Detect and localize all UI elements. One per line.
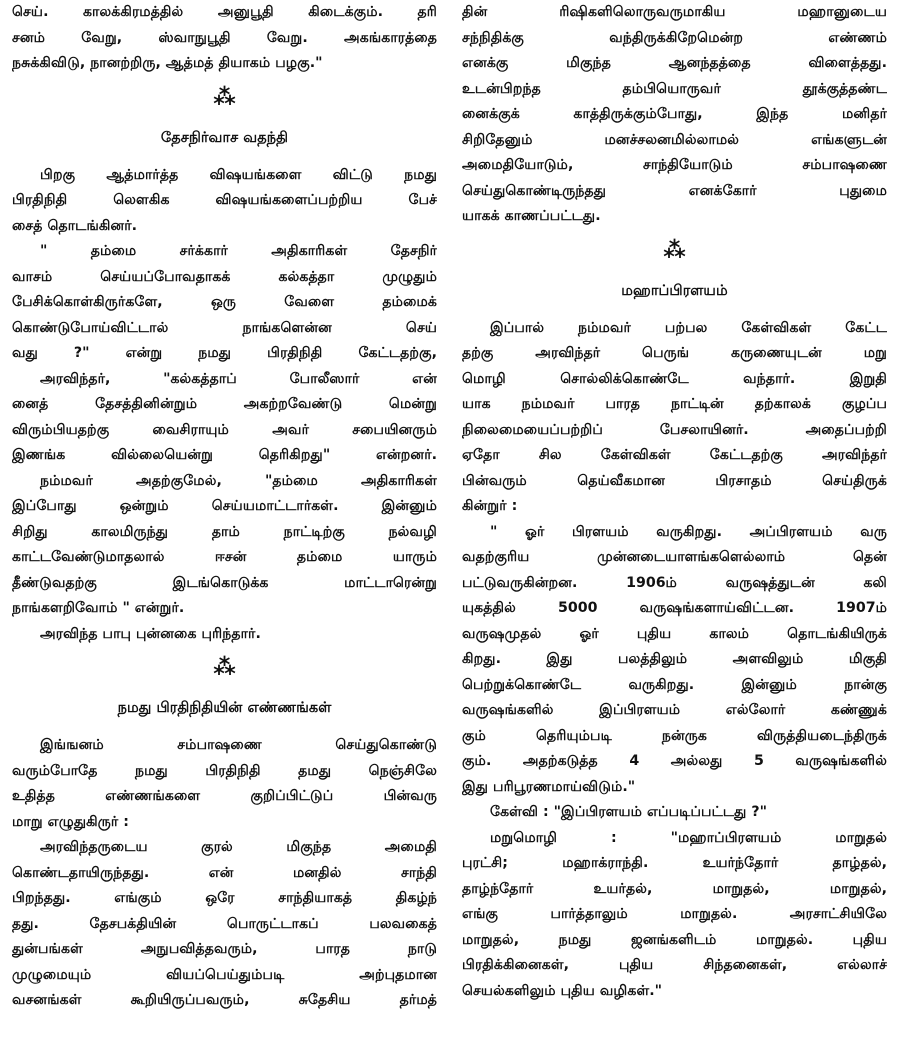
section-heading: தேசநிர்வாச வதந்தி <box>160 128 289 146</box>
text-line: துன்பங்கள் அநுபவித்தவரும், பாரத நாடு <box>12 941 437 957</box>
section-separator-stars: ⁂ <box>663 237 686 263</box>
text-line: வருஷமுதல் ஓர் புதிய காலம் தொடங்கியிருக் <box>462 625 887 642</box>
text-line: எனக்கு மிகுந்த ஆனந்தத்தை விளைத்தது. <box>462 55 887 71</box>
text-line: நசுக்கிவிடு, நானற்றிரு, ஆத்மத் தியாகம் பழகு." <box>12 55 323 71</box>
text-line: கின்றுர் : <box>462 498 518 514</box>
left-column <box>12 0 437 1062</box>
text-line: அரவிந்தருடைய குரல் மிகுந்த அமைதி <box>40 839 437 855</box>
text-line: யாக நம்மவர் பாரத நாட்டின் தற்காலக் குழப்ப <box>462 396 887 412</box>
text-line: பெற்றுக்கொண்டே வருகிறது. இன்னும் நான்கு <box>462 676 887 693</box>
text-line: கொண்டுபோய்விட்டால் நாங்களென்ன செய் <box>12 319 437 336</box>
text-line: சிறிது காலமிருந்து தாம் நாட்டிற்கு நல்வழி <box>12 523 437 540</box>
text-line: கும். அதற்கடுத்த 4 அல்லது 5 வருஷங்களில் <box>462 753 887 769</box>
text-line: வாசம் செய்யப்போவதாகக் கல்கத்தா முழுதும் <box>12 268 437 285</box>
text-line: " ஓர் பிரளயம் வருகிறது. அப்பிரளயம் வரு <box>490 523 887 540</box>
text-line: பின்வரும் தெய்வீகமான பிரசாதம் செய்திருக் <box>462 472 887 489</box>
text-line: நிலைமையைப்பற்றிப் பேசலாயினர். அதைப்பற்றி <box>462 421 887 438</box>
text-line: செய். காலக்கிரமத்தில் அனுபூதி கிடைக்கும். தரி <box>12 4 437 20</box>
text-line: வரும்போதே நமது பிரதிநிதி தமது நெஞ்சிலே <box>12 762 437 779</box>
text-line: னைத் தேசத்தினின்றும் அகற்றவேண்டு மென்று <box>12 396 437 412</box>
section-heading: மஹாப்பிரளயம் <box>621 281 728 299</box>
text-line: பிரதிநிதி லௌகிக விஷயங்களைப்பற்றிய பேச் <box>12 192 437 208</box>
text-line: அமைதியோடும், சாந்தியோடும் சம்பாஷணை <box>462 157 887 173</box>
text-line: சந்நிதிக்கு வந்திருக்கிறேமென்ற எண்ணம் <box>462 29 887 46</box>
text-line: இப்போது ஒன்றும் செய்யமாட்டார்கள். இன்னும் <box>12 498 437 514</box>
section-heading: நமது பிரதிநிதியின் எண்ணங்கள் <box>117 699 332 716</box>
text-line: வதற்குரிய முன்னடையாளங்களெல்லாம் தென் <box>462 549 887 565</box>
text-line: மாறு எழுதுகிருர் : <box>12 813 129 830</box>
text-line: கேள்வி : "இப்பிரளயம் எப்படிப்பட்டது ?" <box>490 804 768 820</box>
text-line: எங்கு பார்த்தாலும் மாறுதல். அரசாட்சியிலே <box>462 906 887 922</box>
text-line: பிரதிக்கினைகள், புதிய சிந்தனைகள், எல்லாச் <box>462 957 887 973</box>
text-line: முழுமையும் வியப்பெய்தும்படி அற்புதமான <box>12 966 437 983</box>
text-line: மொழி சொல்லிக்கொண்டே வந்தார். இறுதி <box>462 370 887 387</box>
text-line: சிறிதேனும் மனச்சலனமில்லாமல் எங்களுடன் <box>462 131 887 148</box>
text-line: யாகக் காணப்பட்டது. <box>462 208 601 224</box>
text-line: விரும்பியதற்கு வைசிராயும் அவர் சபையினரும் <box>12 421 437 438</box>
text-line: செயல்களிலும் புதிய வழிகள்." <box>462 982 663 999</box>
section-separator-stars: ⁂ <box>213 655 236 680</box>
text-line: கிறது. இது பலத்திலும் அளவிலும் மிகுதி <box>462 651 887 667</box>
text-line: நாங்களறிவோம் " என்றுர். <box>12 600 185 616</box>
text-line: சைத் தொடங்கினர். <box>12 217 138 234</box>
text-line: இங்ஙனம் சம்பாஷணை செய்துகொண்டு <box>40 737 437 753</box>
text-line: உதித்த எண்ணங்களை குறிப்பிட்டுப் பின்வரு <box>12 788 437 804</box>
text-line: காட்டவேண்டுமாதலால் ஈசன் தம்மை யாரும் <box>12 549 437 565</box>
text-line: வசனங்கள் கூறியிருப்பவரும், சுதேசிய தர்மத் <box>12 992 437 1008</box>
text-line: மாறுதல், நமது ஜனங்களிடம் மாறுதல். புதிய <box>462 931 887 948</box>
text-line: கொண்டதாயிருந்தது. என் மனதில் சாந்தி <box>12 864 437 881</box>
text-line: யுகத்தில் 5000 வருஷங்களாய்விட்டன. 1907ம் <box>462 600 887 616</box>
text-line: பேசிக்கொள்கிருர்களே, ஒரு வேளை தம்மைக் <box>12 294 437 310</box>
text-line: வது ?" என்று நமது பிரதிநிதி கேட்டதற்கு, <box>12 345 437 361</box>
right-column <box>462 0 887 1062</box>
text-line: தீண்டுவதற்கு இடங்கொடுக்க மாட்டாரென்று <box>12 574 437 591</box>
text-line: தது. தேசபக்தியின் பொருட்டாகப் பலவகைத் <box>12 915 437 932</box>
text-line: சனம் வேறு, ஸ்வாநுபூதி வேறு. அகங்காரத்தை <box>12 29 437 46</box>
text-line: உடன்பிறந்த தம்பியொருவர் தூக்குத்தண்ட <box>462 80 887 97</box>
text-line: பிறகு ஆத்மார்த்த விஷயங்களை விட்டு நமது <box>40 166 437 183</box>
text-line: ஏதோ சில கேள்விகள் கேட்டதற்கு அரவிந்தர் <box>462 447 887 463</box>
text-line: வருஷங்களில் இப்பிரளயம் எல்லோர் கண்ணுக் <box>462 702 887 718</box>
text-line: பிறந்தது. எங்கும் ஒரே சாந்தியாகத் திகழ்ந் <box>12 890 437 906</box>
text-line: தாழ்ந்தோர் உயர்தல், மாறுதல், மாறுதல், <box>462 880 887 897</box>
text-line: அரவிந்த பாபு புன்னகை புரிந்தார். <box>40 625 261 642</box>
text-line: னைக்குக் காத்திருக்கும்போது, இந்த மனிதர் <box>462 106 887 122</box>
text-line: " தம்மை சர்க்கார் அதிகாரிகள் தேசநிர் <box>40 243 437 259</box>
text-line: தற்கு அரவிந்தர் பெருங் கருணையுடன் மறு <box>462 345 887 361</box>
section-separator-stars: ⁂ <box>213 84 236 110</box>
text-line: அரவிந்தர், "கல்கத்தாப் போலீஸார் என் <box>40 370 437 387</box>
text-line: கும் தெரியும்படி நன்ருக விருத்தியடைந்திருக் <box>462 727 887 744</box>
text-line: தின் ரிஷிகளிலொருவருமாகிய மஹானுடைய <box>462 4 887 20</box>
text-line: பட்டுவருகின்றன. 1906ம் வருஷத்துடன் கலி <box>462 574 887 591</box>
text-line: செய்துகொண்டிருந்தது எனக்கோர் புதுமை <box>462 182 887 199</box>
text-line: இணங்க வில்லையென்று தெரிகிறது" என்றனர். <box>12 447 437 463</box>
text-line: மறுமொழி : "மஹாப்பிரளயம் மாறுதல் <box>490 829 887 846</box>
text-line: இது பரிபூரணமாய்விடும்." <box>462 778 636 795</box>
text-line: புரட்சி; மஹாக்ராந்தி. உயர்ந்தோர் தாழ்தல், <box>462 855 887 871</box>
text-line: இப்பால் நம்மவர் பற்பல கேள்விகள் கேட்ட <box>490 319 887 336</box>
text-line: நம்மவர் அதற்குமேல், "தம்மை அதிகாரிகள் <box>40 472 437 489</box>
